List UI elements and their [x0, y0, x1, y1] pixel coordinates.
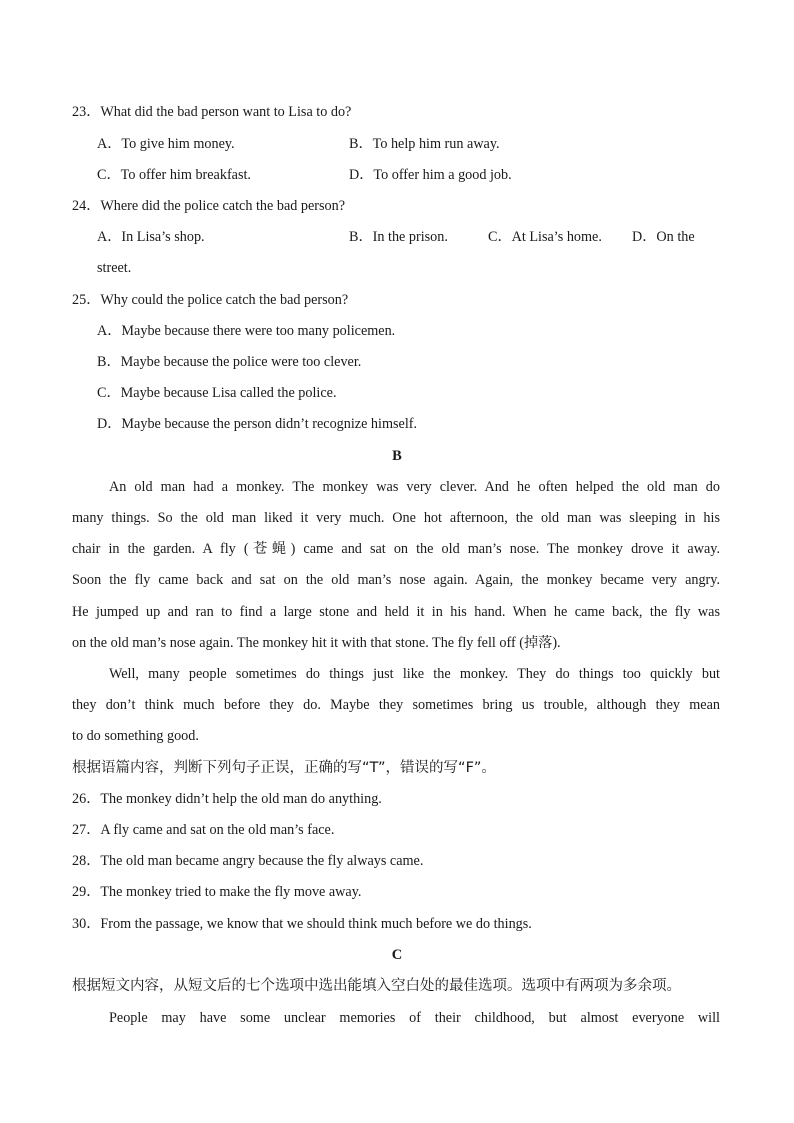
question-23-stem: 23．What did the bad person want to Lisa to do? — [72, 104, 352, 120]
tf-item-26: 26．The monkey didn’t help the old man do anything. — [72, 791, 382, 807]
passage-b-p1-line-6: on the old man’s nose again. The monkey hit it with that stone. The fly fell off (掉落). — [72, 635, 561, 651]
q24-option-a: A．In Lisa’s shop. — [97, 229, 205, 245]
question-25-stem: 25．Why could the police catch the bad person? — [72, 292, 349, 308]
passage-b-p1-line-1: An old man had a monkey. The monkey was very clever. And he often helped the old man do — [109, 479, 720, 495]
q25-option-d: D．Maybe because the person didn’t recognize himself. — [97, 416, 418, 432]
q23-option-d: D．To offer him a good job. — [349, 167, 512, 183]
q23-option-a: A．To give him money. — [97, 136, 235, 152]
passage-b-p1-line-4: Soon the fly came back and sat on the old man’s nose again. Again, the monkey became very angry. — [72, 572, 720, 588]
tf-item-30: 30．From the passage, we know that we should think much before we do things. — [72, 916, 532, 932]
q23-option-b: B．To help him run away. — [349, 136, 500, 152]
q24-option-d-continued: street. — [97, 260, 132, 276]
q25-option-c: C．Maybe because Lisa called the police. — [97, 385, 337, 401]
tf-item-27: 27．A fly came and sat on the old man’s face. — [72, 822, 335, 838]
section-b-instruction: 根据语篇内容，判断下列句子正误，正确的写“T”，错误的写“F”。 — [72, 760, 496, 776]
passage-b-p1-line-3: chair in the garden. A fly (苍蝇) came and sat on the old man’s nose. The monkey drove it away. — [72, 541, 720, 557]
passage-c-p1-line-1: People may have some unclear memories of their childhood, but almost everyone will — [109, 1010, 720, 1026]
question-24-stem: 24．Where did the police catch the bad person? — [72, 198, 345, 214]
q24-option-d: D．On the — [632, 229, 695, 245]
passage-b-p1-line-2: many things. So the old man liked it very much. One hot afternoon, the old man was sleeping in his — [72, 510, 720, 526]
passage-b-p2-line-2: they don’t think much before they do. Maybe they sometimes bring us trouble, although they mean — [72, 697, 720, 713]
passage-b-p2-line-1: Well, many people sometimes do things just like the monkey. They do things too quickly but — [109, 666, 720, 682]
q25-option-a: A．Maybe because there were too many policemen. — [97, 323, 396, 339]
section-b-heading: B — [392, 448, 402, 464]
section-c-instruction: 根据短文内容，从短文后的七个选项中选出能填入空白处的最佳选项。选项中有两项为多余项。 — [72, 978, 681, 994]
q24-option-b: B．In the prison. — [349, 229, 448, 245]
q24-option-c: C．At Lisa’s home. — [488, 229, 602, 245]
tf-item-29: 29．The monkey tried to make the fly move away. — [72, 884, 362, 900]
passage-b-p2-line-3: to do something good. — [72, 728, 199, 744]
q25-option-b: B．Maybe because the police were too clever. — [97, 354, 362, 370]
tf-item-28: 28．The old man became angry because the fly always came. — [72, 853, 424, 869]
q23-option-c: C．To offer him breakfast. — [97, 167, 251, 183]
passage-b-p1-line-5: He jumped up and ran to find a large stone and held it in his hand. When he came back, the fly was — [72, 604, 720, 620]
section-c-heading: C — [391, 947, 403, 963]
